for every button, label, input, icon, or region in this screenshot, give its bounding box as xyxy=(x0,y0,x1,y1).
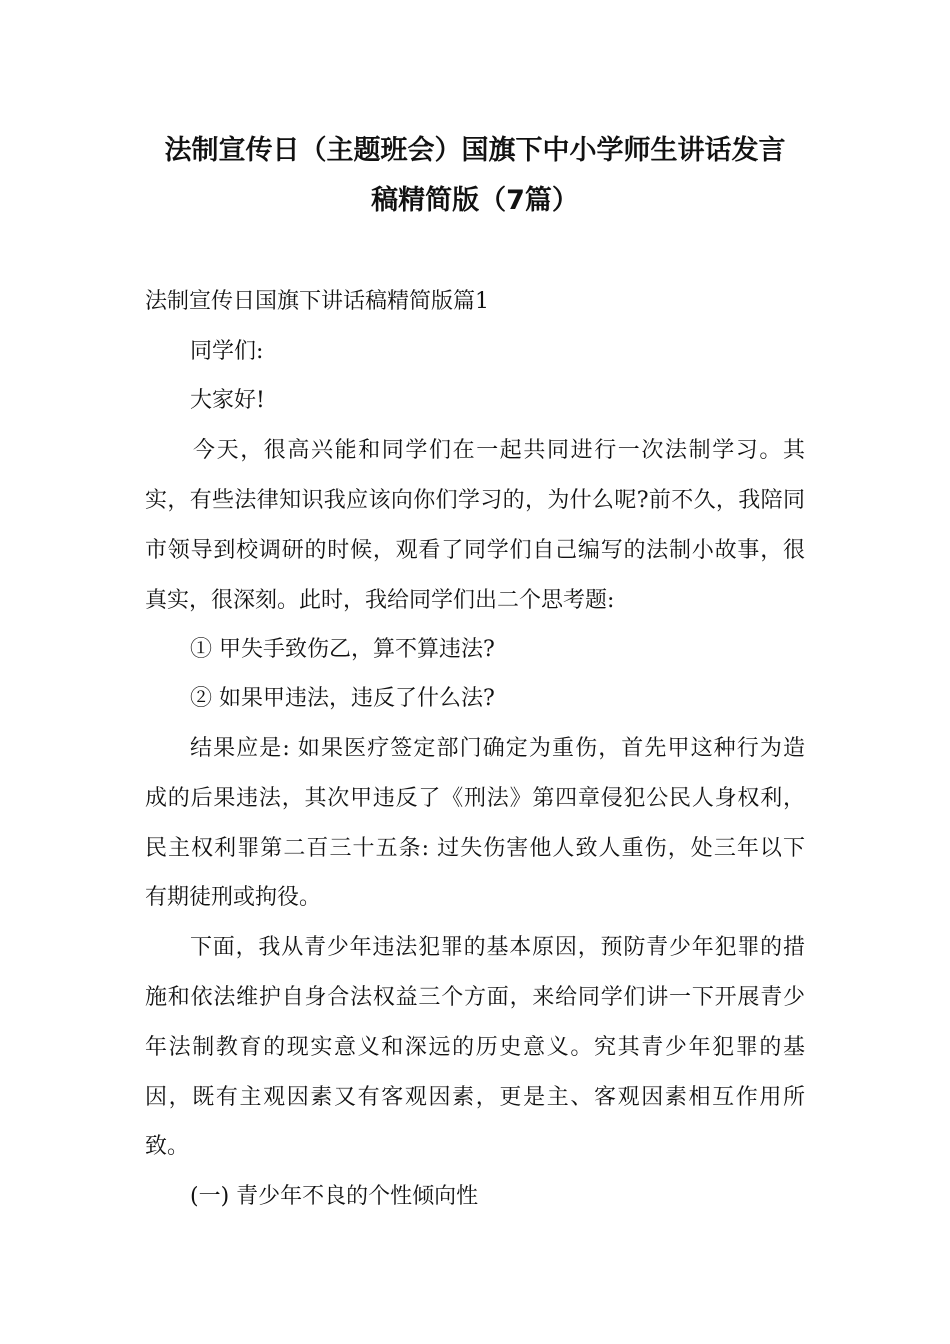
para2-line-4: 有期徒刑或拘役。 xyxy=(145,885,322,910)
para1-line-4: 真实，很深刻。此时，我给同学们出二个思考题: xyxy=(145,588,615,613)
section-heading: 法制宣传日国旗下讲话稿精简版篇1 xyxy=(145,289,489,314)
para3-line-1: 下面，我从青少年违法犯罪的基本原因，预防青少年犯罪的措 xyxy=(190,935,805,960)
document-title-line2: 稿精简版（7篇） xyxy=(371,185,579,216)
hello: 大家好! xyxy=(190,388,265,413)
question-2: ② 如果甲违法，违反了什么法? xyxy=(190,686,495,711)
para2-line xyxy=(190,734,805,764)
document-title-line1: 法制宣传日（主题班会）国旗下中小学师生讲话发言 xyxy=(164,135,786,166)
para3-line xyxy=(190,933,805,963)
para1-line-1: 今天，很高兴能和同学们在一起共同进行一次法制学习。其 xyxy=(193,438,805,463)
para2-line-3: 民主权利罪第二百三十五条: 过失伤害他人致人重伤，处三年以下 xyxy=(145,836,805,861)
para2-line xyxy=(145,784,805,814)
question-1: ① 甲失手致伤乙，算不算违法? xyxy=(190,637,495,662)
para3-line-3: 年法制教育的现实意义和深远的历史意义。究其青少年犯罪的基 xyxy=(145,1035,805,1060)
para2-line-1: 结果应是: 如果医疗签定部门确定为重伤，首先甲这种行为造 xyxy=(190,736,805,761)
para1-line xyxy=(145,486,805,516)
para3-line-4: 因，既有主观因素又有客观因素，更是主、客观因素相互作用所 xyxy=(145,1085,805,1110)
para1-line xyxy=(145,536,805,566)
para3-line-2: 施和依法维护自身合法权益三个方面，来给同学们讲一下开展青少 xyxy=(145,985,805,1010)
para2-line xyxy=(145,834,805,864)
para1-line xyxy=(193,436,805,466)
para3-line xyxy=(145,1033,805,1063)
para2-line-2: 成的后果违法，其次甲违反了《刑法》第四章侵犯公民人身权利， xyxy=(145,786,805,811)
para1-line-2: 实，有些法律知识我应该向你们学习的，为什么呢?前不久，我陪同 xyxy=(145,488,805,513)
subheading-1: (一) 青少年不良的个性倾向性 xyxy=(190,1184,479,1209)
para3-line xyxy=(145,983,805,1013)
para3-line-5: 致。 xyxy=(145,1134,190,1159)
greeting: 同学们: xyxy=(190,339,264,364)
para1-line-3: 市领导到校调研的时候，观看了同学们自己编写的法制小故事，很 xyxy=(145,538,805,563)
para3-line xyxy=(145,1083,805,1113)
